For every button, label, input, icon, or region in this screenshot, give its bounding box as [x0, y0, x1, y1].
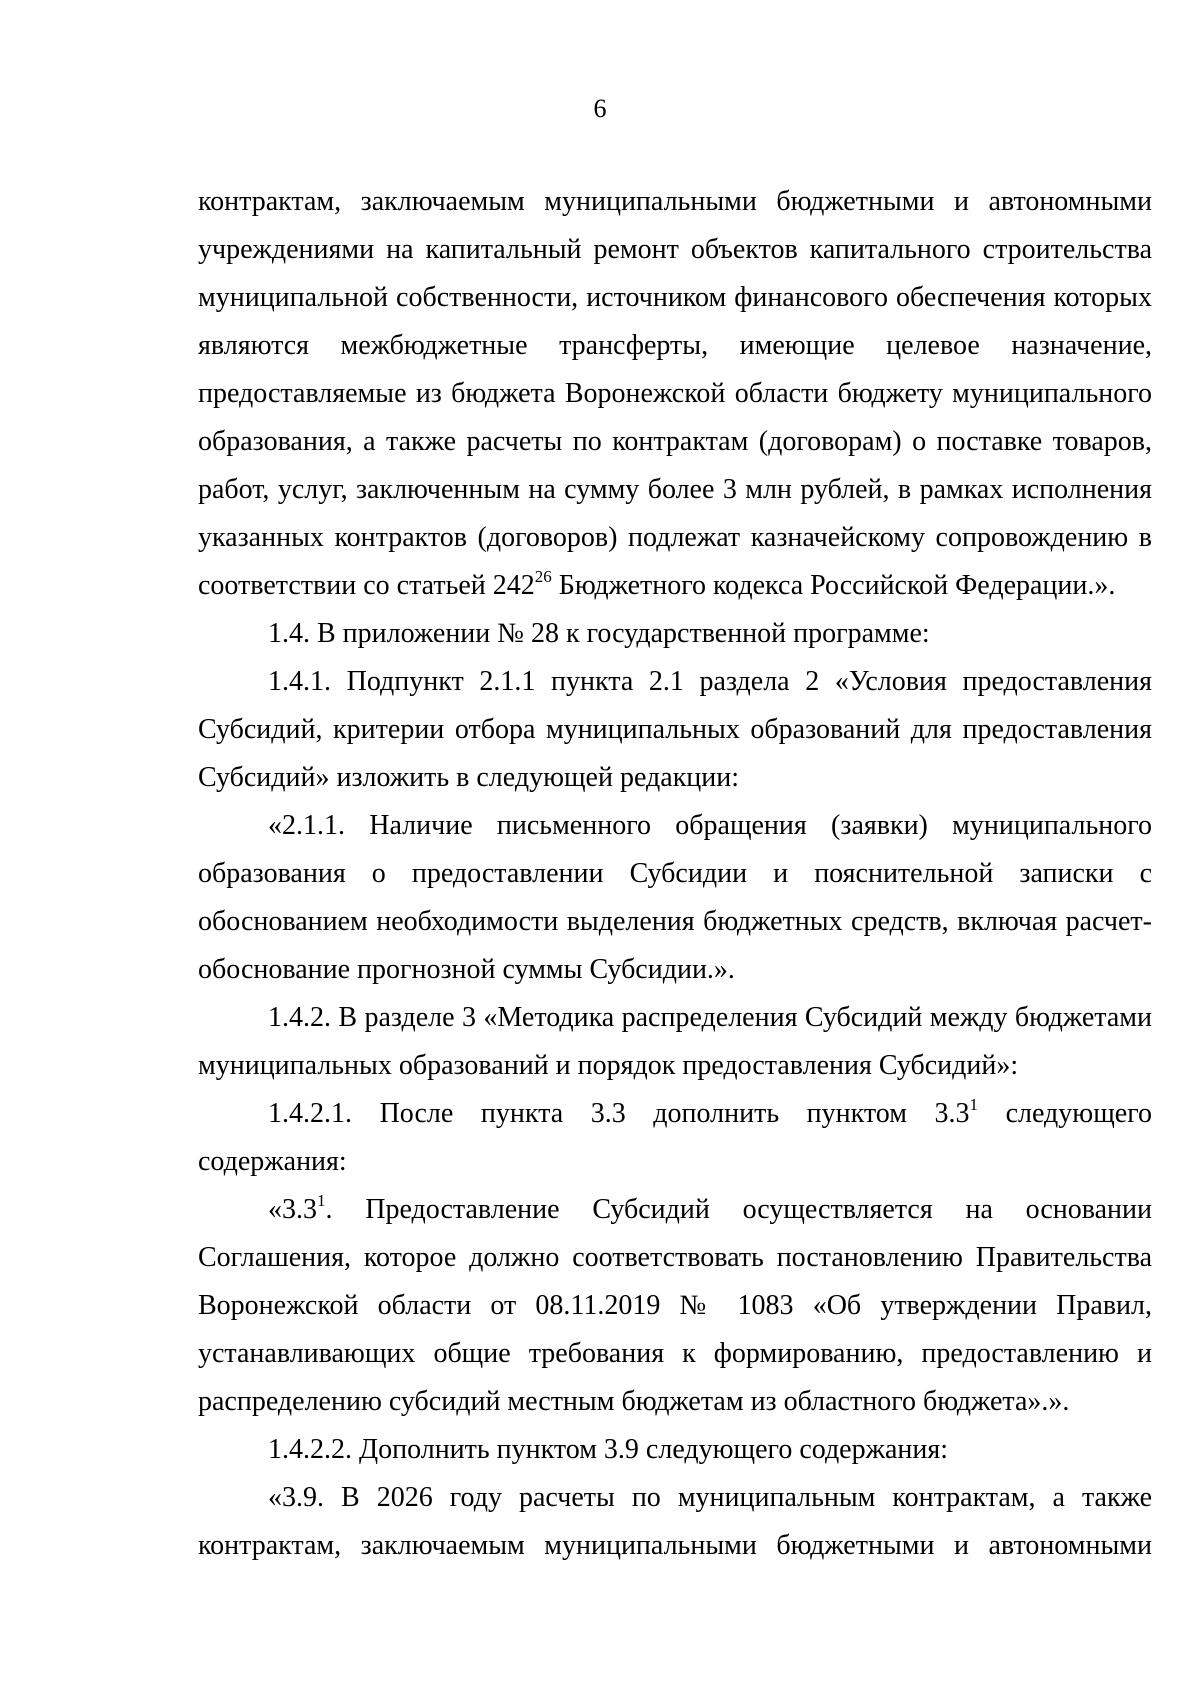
paragraph-3-9-quote: «3.9. В 2026 году расчеты по муниципальным контрактам, а также контрактам, заключаемым муниципальными бюджетными и автономными [198, 1482, 1152, 1561]
paragraph-1-4-2-1 [198, 1090, 1152, 1186]
clause-superscript: 1 [969, 1095, 979, 1114]
document-body [198, 178, 1152, 1570]
paragraph-2-1-1-quote: «2.1.1. Наличие письменного обращения (заявки) муниципального образования о предоставлении Субсидии и пояснительной записки с обоснованием необходимости выделения бюджетных средств, включая расчет-обоснование прогнозной суммы Субсидии.». [198, 810, 1152, 985]
paragraph-1-4: 1.4. В приложении № 28 к государственной программе: [268, 618, 930, 649]
paragraph-1-4-2-2: 1.4.2.2. Дополнить пунктом 3.9 следующего содержания: [268, 1434, 949, 1465]
clause-superscript: 1 [317, 1191, 326, 1210]
paragraph-text-tail: . Предоставление Субсидий осуществляется на основании Соглашения, которое должно соответствовать постановлению Правительства Воронежской области от 08.11.2019 № 1083 «Об утверждении Правил, устанавливающих общие требования к формированию, предоставлению и распределению субсидий местным бюджетам из областного бюджета».». [198, 1194, 1152, 1417]
paragraph-text: 1.4.2.1. После пункта 3.3 дополнить пунктом 3.3 [268, 1098, 970, 1129]
article-superscript: 26 [534, 567, 552, 586]
paragraph-text-tail: следующего содержания: [198, 1098, 1152, 1177]
page-number: 6 [593, 94, 607, 123]
paragraph-text: «3.3 [268, 1194, 317, 1225]
paragraph-1-4-2: 1.4.2. В разделе 3 «Методика распределения Субсидий между бюджетами муниципальных образований и порядок предоставления Субсидий»: [198, 1002, 1152, 1081]
paragraph-1-4-1: 1.4.1. Подпункт 2.1.1 пункта 2.1 раздела 2 «Условия предоставления Субсидий, критерии отбора муниципальных образований для предоставления Субсидий» изложить в следующей редакции: [198, 666, 1152, 793]
paragraph-continuation [198, 178, 1152, 610]
paragraph-text: контрактам, заключаемым муниципальными бюджетными и автономными учреждениями на капитальный ремонт объектов капитального строительства муниципальной собственности, источником финансового обеспечения которых являются межбюджетные трансферты, имеющие целевое назначение, предоставляемые из бюджета Воронежской области бюджету муниципального образования, а также расчеты по контрактам (договорам) о поставке товаров, работ, услуг, заключенным на сумму более 3 млн рублей, в рамках исполнения указанных контрактов (договоров) подлежат казначейскому сопровождению в соответствии со статьей 242 [198, 186, 1152, 601]
paragraph-text-tail: Бюджетного кодекса Российской Федерации.». [551, 570, 1116, 601]
paragraph-3-3-1-quote [198, 1186, 1152, 1426]
